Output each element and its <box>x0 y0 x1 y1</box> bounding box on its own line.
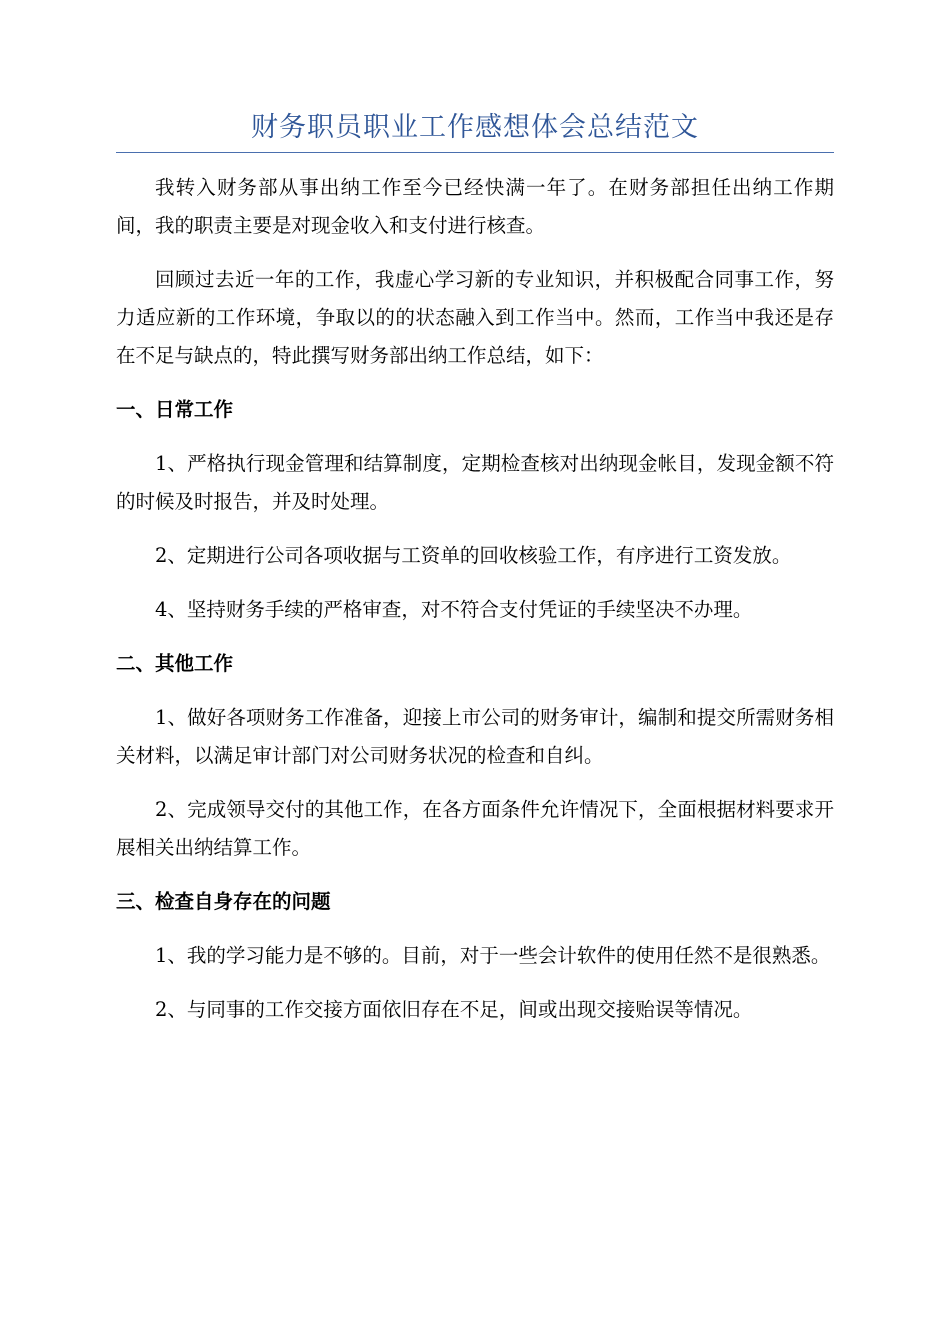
other-work-item-2: 2、完成领导交付的其他工作，在各方面条件允许情况下，全面根据材料要求开展相关出纳结算工作。 <box>116 798 834 859</box>
document-title: 财务职员职业工作感想体会总结范文 <box>116 108 834 153</box>
self-review-item-1: 1、我的学习能力是不够的。目前，对于一些会计软件的使用任然不是很熟悉。 <box>155 944 831 967</box>
daily-work-item-4: 4、坚持财务手续的严格审查，对不符合支付凭证的手续坚决不办理。 <box>155 598 753 621</box>
intro-paragraph-2: 回顾过去近一年的工作，我虚心学习新的专业知识，并积极配合同事工作，努力适应新的工作环境，争取以的的状态融入到工作当中。然而，工作当中我还是存在不足与缺点的，特此撰写财务部出纳工作总结，如下： <box>116 268 834 367</box>
section-heading-daily-work: 一、日常工作 <box>116 398 234 421</box>
self-review-item-2: 2、与同事的工作交接方面依旧存在不足，间或出现交接贻误等情况。 <box>155 998 753 1021</box>
intro-paragraph-1: 我转入财务部从事出纳工作至今已经快满一年了。在财务部担任出纳工作期间，我的职责主要是对现金收入和支付进行核查。 <box>116 176 834 237</box>
document-page <box>116 108 834 1045</box>
section-heading-self-review: 三、检查自身存在的问题 <box>116 890 331 913</box>
daily-work-item-1: 1、严格执行现金管理和结算制度，定期检查核对出纳现金帐目，发现金额不符的时候及时报告，并及时处理。 <box>116 452 834 513</box>
other-work-item-1: 1、做好各项财务工作准备，迎接上市公司的财务审计，编制和提交所需财务相关材料，以满足审计部门对公司财务状况的检查和自纠。 <box>116 706 834 767</box>
section-heading-other-work: 二、其他工作 <box>116 652 234 675</box>
daily-work-item-2: 2、定期进行公司各项收据与工资单的回收核验工作，有序进行工资发放。 <box>155 544 792 567</box>
